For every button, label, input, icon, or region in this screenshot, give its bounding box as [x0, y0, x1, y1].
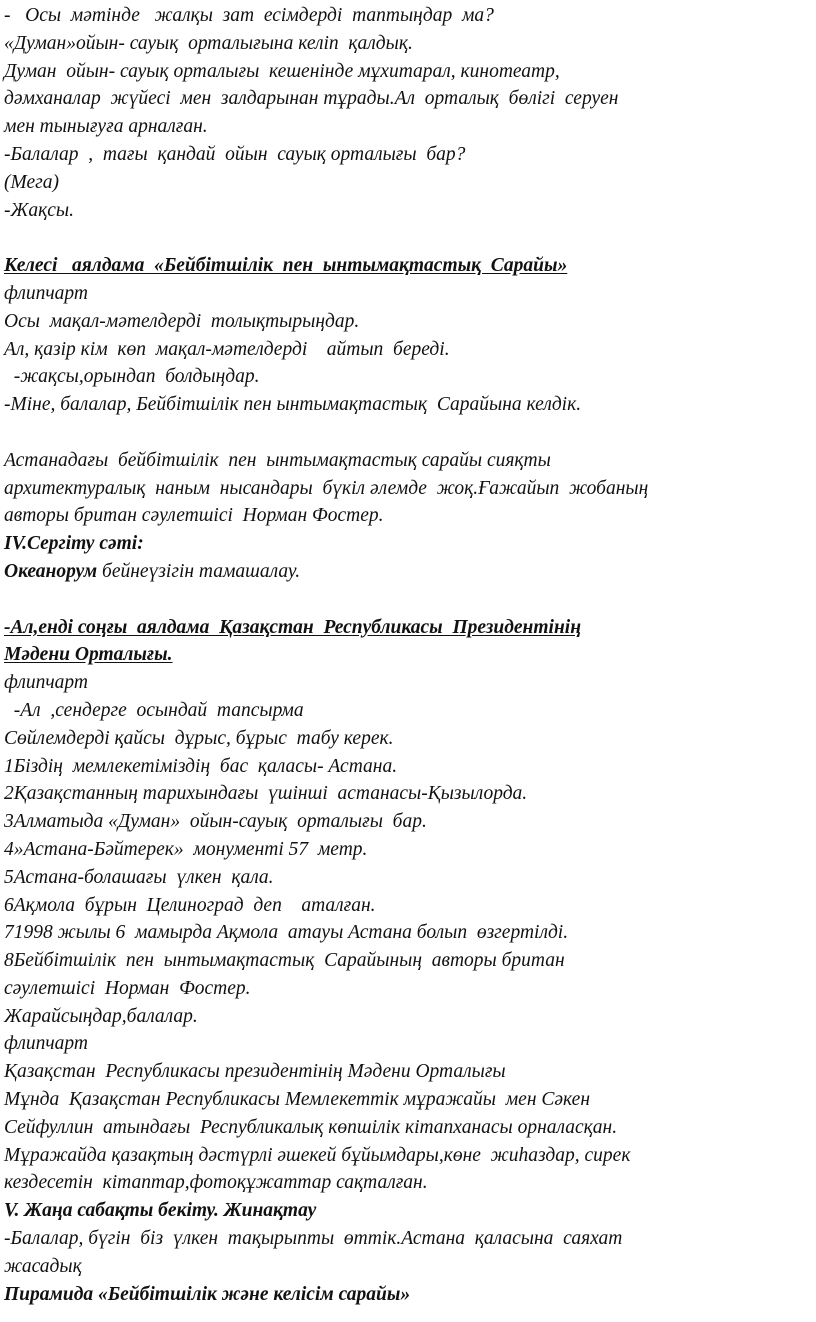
text-line: -Жақсы. [4, 199, 74, 221]
text-line: авторы британ сәулетшісі Норман Фостер. [4, 505, 384, 527]
text-line: Думан ойын- сауық орталығы кешенінде мұхитарал, кинотеатр, [4, 60, 560, 82]
text-line: -Балалар, бүгін біз үлкен тақырыпты өттік.Астана қаласына саяхат [4, 1228, 623, 1250]
list-item: 3Алматыда «Думан» ойын-сауық орталығы бар. [4, 811, 427, 833]
oceanorum-text: бейнеүзігін тамашалау. [97, 560, 301, 582]
text-line: Мұнда Қазақстан Республикасы Мемлекеттік мұражайы мен Сәкен [4, 1089, 590, 1111]
list-item: 2Қазақстанның тарихындағы үшінші астанасы-Қызылорда. [4, 783, 528, 805]
text-line: -Ал ,сендерге осындай тапсырма [4, 699, 304, 721]
list-item: 1Біздің мемлекетіміздің бас қаласы- Астана. [4, 755, 398, 777]
text-line: -жақсы,орындап болдыңдар. [4, 366, 260, 388]
text-line: Ал, қазір кім көп мақал-мәтелдерді айтып береді. [4, 338, 450, 360]
list-item: 6Ақмола бұрын Целиноград деп аталған. [4, 894, 376, 916]
text-line: Сейфуллин атындағы Республикалық көпшілік кітапханасы орналасқан. [4, 1116, 618, 1138]
text-line: «Думан»ойын- сауық орталығына келіп қалдық. [4, 32, 413, 54]
text-line: флипчарт [4, 1033, 88, 1055]
text-line: -Міне, балалар, Бейбітшілік пен ынтымақтастық Сарайына келдік. [4, 394, 582, 416]
text-line: флипчарт [4, 672, 88, 694]
blank-line [4, 586, 816, 614]
text-line [4, 558, 816, 586]
blank-line [4, 224, 816, 252]
text-line: - Осы мәтінде жалқы зат есімдерді таптыңдар ма? [4, 5, 494, 26]
text-line: Осы мақал-мәтелдерді толықтырыңдар. [4, 310, 360, 332]
section-heading-consolidation: V. Жаңа сабақты бекіту. Жинақтау [4, 1200, 317, 1222]
text-line: Жарайсыңдар,балалар. [4, 1005, 198, 1027]
text-line: жасадық [4, 1255, 82, 1277]
text-line: Мұражайда қазақтың дәстүрлі әшекей бұйымдары,көне жиһаздар, сирек [4, 1144, 631, 1166]
section-heading-culture-center: -Ал,енді соңғы аялдама Қазақстан Республикасы Президентінің [4, 616, 582, 638]
text-line: мен тынығуға арналған. [4, 116, 208, 138]
section-heading-pyramid: Пирамида «Бейбітшілік және келісім сарайы» [4, 1283, 411, 1305]
section-heading-culture-center-cont: Мәдени Орталығы. [4, 644, 173, 666]
list-item: 8Бейбітшілік пен ынтымақтастық Сарайының авторы британ [4, 950, 565, 972]
oceanorum-label: Океанорум [4, 560, 98, 582]
text-line: Сөйлемдерді қайсы дұрыс, бұрыс табу керек. [4, 727, 394, 749]
text-line: -Балалар , тағы қандай ойын сауық орталығы бар? [4, 143, 466, 165]
text-line: флипчарт [4, 282, 88, 304]
text-line: архитектуралық наным нысандары бүкіл әлемде жоқ.Ғажайып жобаның [4, 477, 649, 499]
list-item: 4»Астана-Бәйтерек» монументі 57 метр. [4, 838, 368, 860]
text-line: сәулетшісі Норман Фостер. [4, 977, 251, 999]
text-line: дәмханалар жүйесі мен залдарынан тұрады.Ал орталық бөлігі серуен [4, 88, 619, 110]
text-line: кездесетін кітаптар,фотоқұжаттар сақталған. [4, 1172, 428, 1194]
text-line: (Мега) [4, 171, 59, 193]
section-heading-warmup: IV.Сергіту сәті: [4, 533, 144, 555]
blank-line [4, 419, 816, 447]
text-line: Қазақстан Республикасы президентінің Мәдени Орталығы [4, 1061, 506, 1083]
list-item: 71998 жылы 6 мамырда Ақмола атауы Астана болып өзгертілді. [4, 922, 569, 944]
section-heading-peace-palace: Келесі аялдама «Бейбітшілік пен ынтымақтастық Сарайы» [4, 255, 568, 277]
list-item: 5Астана-болашағы үлкен қала. [4, 866, 274, 888]
text-line: Астанадағы бейбітшілік пен ынтымақтастық сарайы сияқты [4, 449, 551, 471]
